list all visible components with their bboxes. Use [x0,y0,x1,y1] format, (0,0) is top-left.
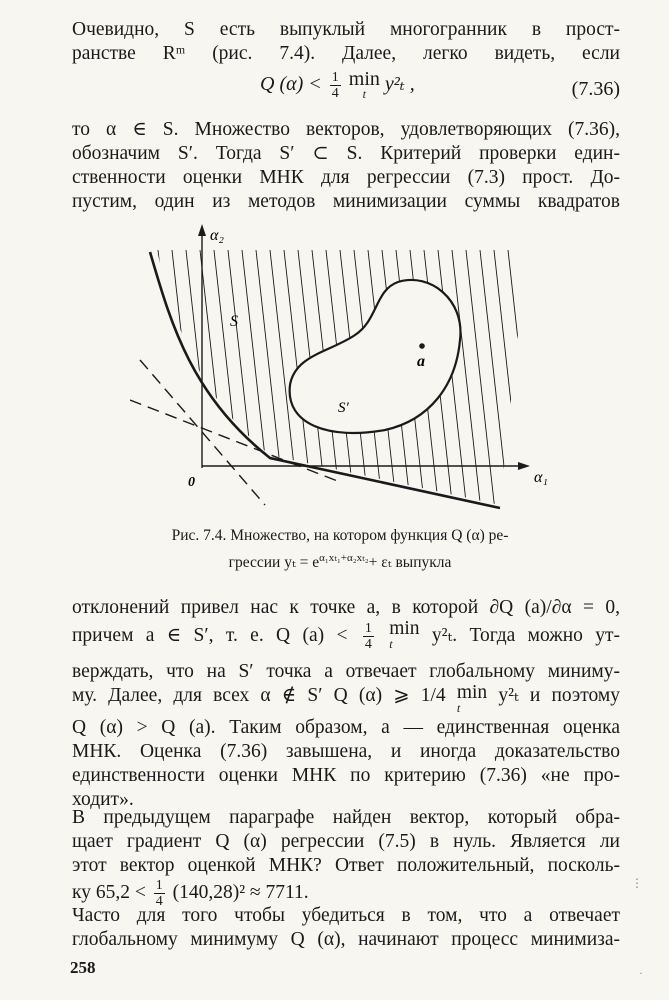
text-line: МНК. Оценка (7.36) завышена, и иногда доказательство [72,741,620,762]
axis-x-label: α₁ [534,469,548,486]
text-line: Часто для того чтобы убедиться в том, что a отвечает [72,905,620,926]
point-a-label: a [417,353,425,370]
text-line: обозначим S′. Тогда S′ ⊂ S. Критерий проверки един- [72,143,620,164]
equation-7-36 [72,66,620,114]
min-operator: min t [389,618,420,651]
page-number: 258 [70,958,96,977]
margin-mark: · [639,966,643,980]
region-s-prime-label: S′ [338,400,349,416]
equation-term: y²ₜ , [384,73,415,96]
min-operator: min t [348,68,380,101]
paragraph-minimization [72,904,620,952]
paragraph-proof [72,596,620,812]
caption-line: Рис. 7.4. Множество, на котором функция Q (α) ре- [171,527,509,544]
text-line: единственности оценки МНК по критерию (7.36) «не про- [72,765,620,786]
text-line: отклонений привел нас к точке a, в которой ∂Q (a)/∂α = 0, [72,597,620,618]
caption-line: грессии $y_t = e^{\alpha_1x_{t1}+\alpha_2x_{t2}}+ \varepsilon_t$ выпукла [228,552,452,572]
text-line: пустим, один из методов минимизации суммы квадратов [72,191,620,212]
fraction-one-quarter: $\frac{1}{4}$ [331,70,339,101]
text-line: ственности оценки МНК для регрессии (7.3) прост. До- [72,167,620,188]
text-line: ранстве Rᵐ (рис. 7.4). Далее, легко видеть, если [72,43,620,64]
text-line: то α ∈ S. Множество векторов, удовлетворяющих (7.36), [72,119,620,140]
equation-body [260,70,415,101]
region-s-label: S [230,313,238,330]
text-line: В предыдущем параграфе найден вектор, который обра- [72,807,620,828]
figure-caption [120,525,560,574]
paragraph-criterion [72,118,620,214]
text-line: причем a ∈ S′, т. е. Q (a) < $\frac{1}{4}$ min t y²ₜ. Тогда можно ут- [72,618,621,653]
min-operator: min t [456,682,488,715]
text-line: му. Далее, для всех α ∉ S′ Q (α) ⩾ 1/4 min t y²ₜ и поэтому [72,682,621,715]
text-line: глобальному минимуму Q (α), начинают процесс минимиза- [72,929,620,950]
origin-label: 0 [188,475,195,490]
paragraph-gradient [72,806,620,912]
text-line: этот вектор оценкой МНК? Ответ положительный, посколь- [72,855,620,876]
fraction-one-quarter: $\frac{1}{4}$ [155,878,163,910]
text-line: Очевидно, S есть выпуклый многогранник в прост- [72,19,620,40]
figure-7-4 [130,220,550,520]
equation-number: (7.36) [571,78,620,100]
margin-mark: ⋮ [631,876,643,890]
text-line: ку 65,2 < $\frac{1}{4}$ (140,28)² ≈ 7711. [72,878,309,910]
text-line: верждать, что на S′ точка a отвечает глобальному миниму- [72,661,620,682]
paragraph-intro [72,18,620,66]
equation-lhs: Q (α) < [260,73,322,96]
axis-x-arrow-icon [518,462,530,470]
text-line: Q (α) > Q (a). Таким образом, a — единственная оценка [72,717,620,738]
axis-y-label: α₂ [210,227,224,244]
point-a [419,343,425,349]
fraction-one-quarter: $\frac{1}{4}$ [364,621,372,653]
text-line: ходит». [72,789,134,810]
axis-y-arrow-icon [198,224,206,236]
set-s-prime [290,280,461,433]
text-line: щает градиент Q (α) регрессии (7.5) в нуль. Является ли [72,831,620,852]
